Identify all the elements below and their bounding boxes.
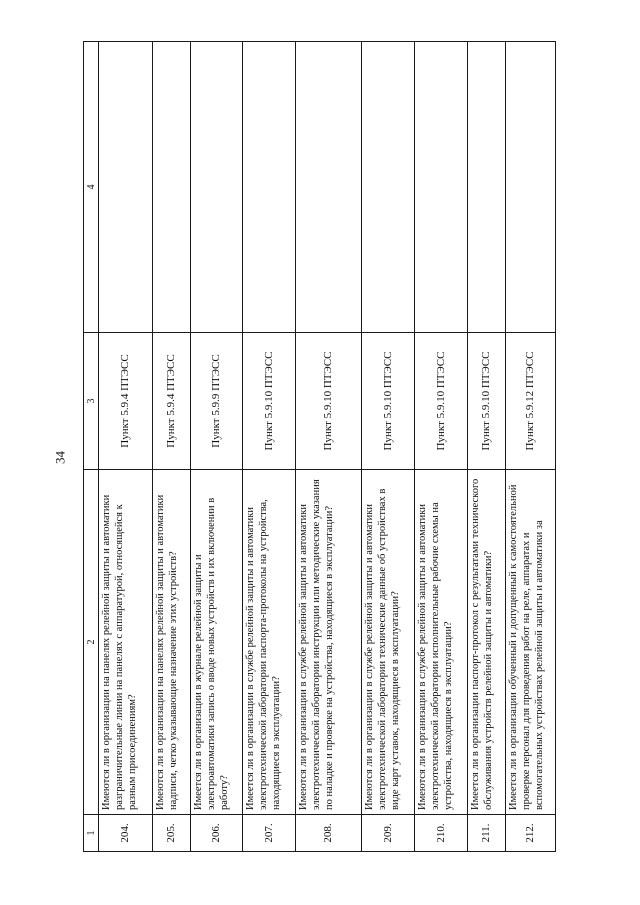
clause-reference: Пункт 5.9.9 ПТЭСС (191, 333, 243, 470)
clause-reference: Пункт 5.9.4 ПТЭСС (153, 333, 191, 470)
row-number: 204. (99, 815, 153, 852)
table-row (362, 42, 415, 852)
question-text: Имеются ли в организации в службе релейной защиты и автоматики электротехнической лаборатории инструкции или методические указания по наладке и проверке на устройства, находящиеся в эксплуатации? (296, 470, 362, 815)
question-text: Имеются ли в организации в службе релейной защиты и автоматики электротехнической лаборатории исполнительные рабочие схемы на устройства, находящиеся в эксплуатации? (415, 470, 468, 815)
question-text: Имеется ли в организации паспорт-протокол с результатами технического обслуживания устройств релейной защиты и автоматики? (468, 470, 506, 815)
table-row (506, 42, 556, 852)
header-row (84, 42, 99, 852)
table-row (296, 42, 362, 852)
question-text: Имеется ли в организации в службе релейной защиты и автоматики электротехнической лаборатории паспорта-протоколы на устройства, находящиеся в эксплуатации? (243, 470, 296, 815)
note-cell (296, 42, 362, 333)
header-col-1: 1 (84, 815, 99, 852)
header-col-2: 2 (84, 470, 99, 815)
note-cell (415, 42, 468, 333)
checklist-table (83, 41, 556, 852)
question-text: Имеются ли в организации на панелях релейной защиты и автоматики разграничительные линии на панелях с аппаратурой, относящейся к разным присоединениям? (99, 470, 153, 815)
clause-reference: Пункт 5.9.10 ПТЭСС (362, 333, 415, 470)
table-row (99, 42, 153, 852)
note-cell (506, 42, 556, 333)
clause-reference: Пункт 5.9.4 ПТЭСС (99, 333, 153, 470)
note-cell (468, 42, 506, 333)
page-number: 34 (52, 451, 68, 464)
checklist-table-sheet (83, 42, 554, 852)
question-text: Имеются ли в организации в службе релейной защиты и автоматики электротехнической лаборатории технические данные об устройствах в виде карт уставок, находящиеся в эксплуатации? (362, 470, 415, 815)
row-number: 210. (415, 815, 468, 852)
table-row (468, 42, 506, 852)
question-text: Имеется ли в организации обученный и допущенный к самостоятельной проверке персонал для проведения работ на реле, аппаратах и вспомогательных устройствах релейной защиты и автоматики за (506, 470, 556, 815)
row-number: 209. (362, 815, 415, 852)
row-number: 206. (191, 815, 243, 852)
note-cell (362, 42, 415, 333)
note-cell (99, 42, 153, 333)
row-number: 205. (153, 815, 191, 852)
table-row (415, 42, 468, 852)
row-number: 211. (468, 815, 506, 852)
table-row (191, 42, 243, 852)
note-cell (243, 42, 296, 333)
row-number: 212. (506, 815, 556, 852)
table-row (153, 42, 191, 852)
question-text: Имеется ли в организации в журнале релейной защиты и электроавтоматики запись о вводе новых устройств и их включении в работу? (191, 470, 243, 815)
note-cell (191, 42, 243, 333)
header-col-4: 4 (84, 42, 99, 333)
question-text: Имеются ли в организации на панелях релейной защиты и автоматики надписи, четко указывающие назначение этих устройств? (153, 470, 191, 815)
clause-reference: Пункт 5.9.10 ПТЭСС (243, 333, 296, 470)
clause-reference: Пункт 5.9.10 ПТЭСС (296, 333, 362, 470)
header-col-3: 3 (84, 333, 99, 470)
row-number: 207. (243, 815, 296, 852)
clause-reference: Пункт 5.9.10 ПТЭСС (415, 333, 468, 470)
row-number: 208. (296, 815, 362, 852)
clause-reference: Пункт 5.9.12 ПТЭСС (506, 333, 556, 470)
table-row (243, 42, 296, 852)
note-cell (153, 42, 191, 333)
clause-reference: Пункт 5.9.10 ПТЭСС (468, 333, 506, 470)
